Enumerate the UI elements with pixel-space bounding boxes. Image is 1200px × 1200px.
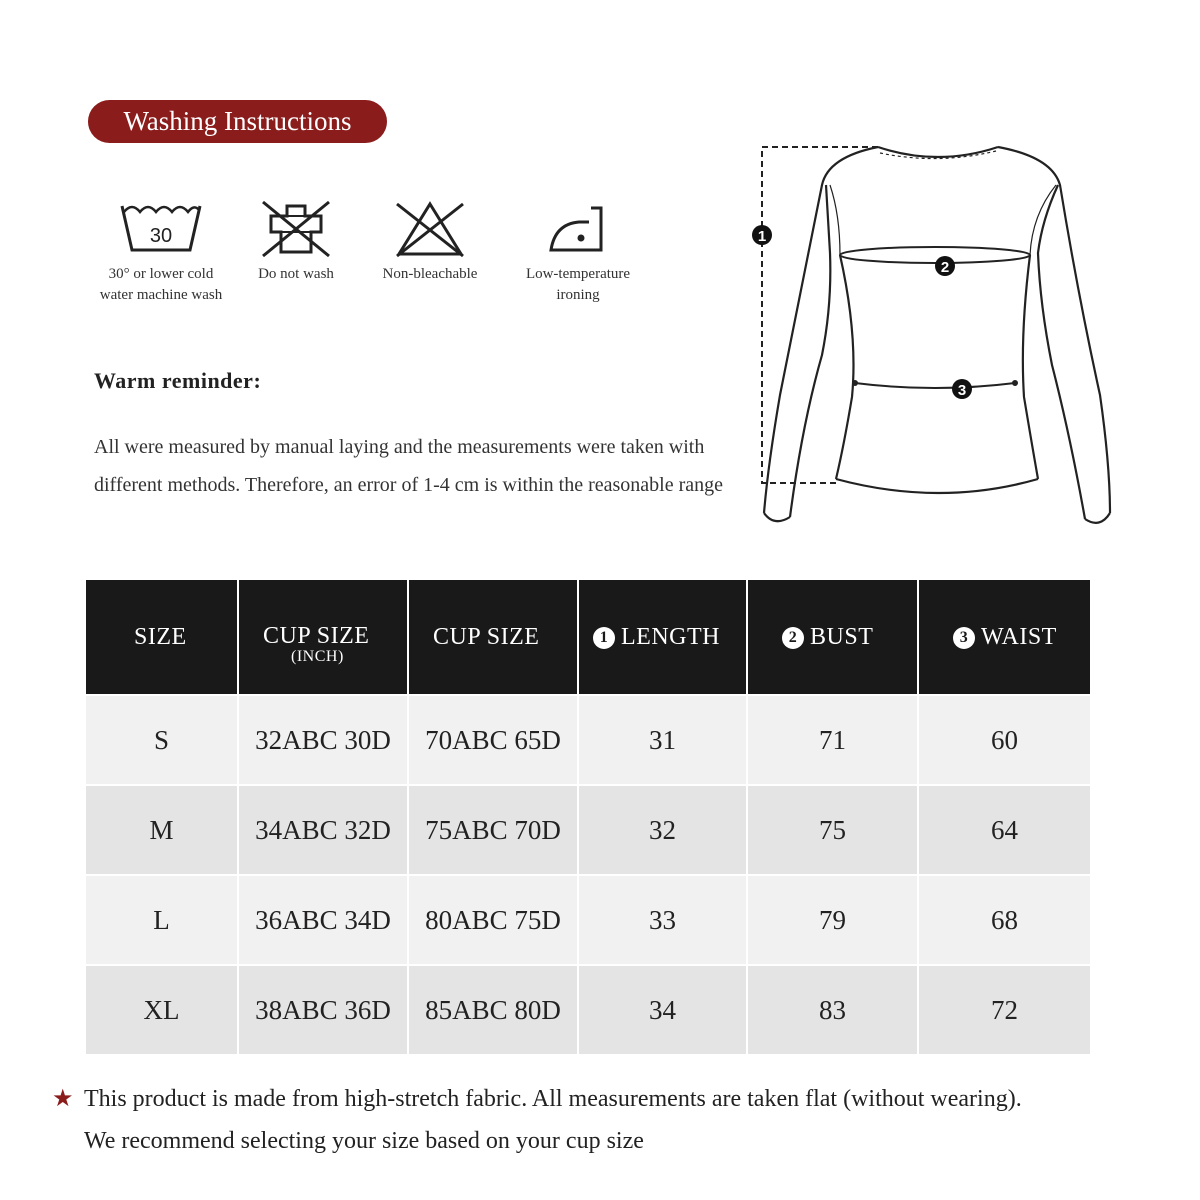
header-bust	[747, 580, 918, 695]
header-cup-inch	[238, 580, 408, 695]
cell-size: S	[86, 695, 238, 785]
cell-waist: 68	[918, 875, 1090, 965]
cell-size: M	[86, 785, 238, 875]
cell-cup: 70ABC 65D	[408, 695, 578, 785]
care-item-non-bleach	[370, 198, 490, 285]
do-not-wash-icon	[251, 198, 341, 258]
cell-cup-inch: 32ABC 30D	[238, 695, 408, 785]
cell-bust: 83	[747, 965, 918, 1054]
header-length-label: LENGTH	[621, 623, 720, 650]
care-item-do-not-wash	[236, 198, 356, 285]
bust-number-icon: 2	[782, 627, 804, 649]
care-item-low-temp-iron	[508, 198, 648, 306]
cell-cup-inch: 38ABC 36D	[238, 965, 408, 1054]
note-line-1: This product is made from high-stretch fabric. All measurements are taken flat (without wearing).	[84, 1086, 1022, 1112]
table-header-row	[86, 580, 1090, 695]
low-temp-iron-icon	[533, 198, 623, 258]
length-number-icon: 1	[593, 627, 615, 649]
garment-diagram	[740, 135, 1130, 535]
header-waist-label: WAIST	[981, 623, 1057, 650]
cell-cup-inch: 36ABC 34D	[238, 875, 408, 965]
cell-waist: 72	[918, 965, 1090, 1054]
care-label: 30° or lower cold	[108, 266, 214, 282]
header-cup: CUP SIZE	[408, 580, 578, 695]
table-row	[86, 965, 1090, 1054]
table-row	[86, 785, 1090, 875]
care-label: Non-bleachable	[382, 266, 478, 282]
cell-bust: 75	[747, 785, 918, 875]
cell-bust: 79	[747, 875, 918, 965]
care-label: Low-temperature	[525, 266, 631, 282]
non-bleach-icon	[385, 198, 475, 258]
size-table	[86, 580, 1090, 1054]
header-length	[578, 580, 747, 695]
header-size: SIZE	[86, 580, 238, 695]
wash-temp-label: 30	[149, 225, 173, 247]
table-row	[86, 875, 1090, 965]
cell-bust: 71	[747, 695, 918, 785]
cell-length: 31	[578, 695, 747, 785]
cell-cup: 75ABC 70D	[408, 785, 578, 875]
wash-30-icon	[116, 198, 206, 258]
reminder-body: All were measured by manual laying and the measurements were taken with different methods. Therefore, an error of 1-4 cm is within the reasonable range	[94, 436, 724, 496]
header-waist	[918, 580, 1090, 695]
washing-instructions-badge: Washing Instructions	[88, 100, 387, 143]
cell-cup-inch: 34ABC 32D	[238, 785, 408, 875]
cell-length: 32	[578, 785, 747, 875]
care-label: Do not wash	[258, 266, 334, 282]
star-icon: ★	[52, 1086, 74, 1112]
note-line-2: We recommend selecting your size based on your cup size	[84, 1128, 644, 1154]
marker-length-label: 1	[757, 228, 767, 245]
marker-waist-label: 3	[957, 382, 967, 399]
care-item-wash-30	[86, 198, 236, 306]
fabric-note	[52, 1078, 1022, 1162]
cell-size: L	[86, 875, 238, 965]
waist-number-icon: 3	[953, 627, 975, 649]
table-row	[86, 695, 1090, 785]
header-cup-inch-unit: (INCH)	[291, 647, 344, 665]
cell-cup: 85ABC 80D	[408, 965, 578, 1054]
care-label: water machine wash	[99, 287, 223, 303]
header-cup-inch-label: CUP SIZE	[263, 622, 370, 649]
cell-length: 33	[578, 875, 747, 965]
cell-waist: 64	[918, 785, 1090, 875]
reminder-title: Warm reminder:	[94, 368, 262, 393]
care-label: ironing	[556, 287, 600, 303]
cell-length: 34	[578, 965, 747, 1054]
marker-bust-label: 2	[940, 259, 950, 276]
cell-size: XL	[86, 965, 238, 1054]
header-bust-label: BUST	[810, 623, 874, 650]
cell-cup: 80ABC 75D	[408, 875, 578, 965]
cell-waist: 60	[918, 695, 1090, 785]
